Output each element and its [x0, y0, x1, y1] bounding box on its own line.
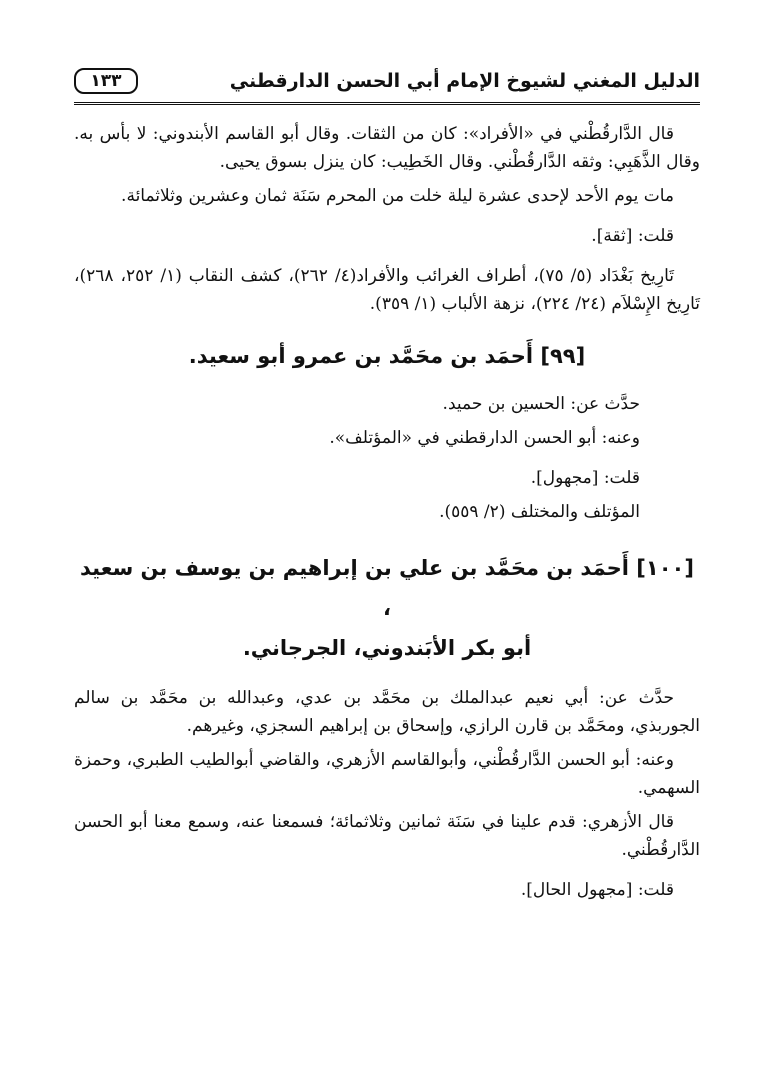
paragraph: حدَّث عن: الحسين بن حميد. [442, 394, 640, 414]
paragraph: وعنه: أبو الحسن الدَّارقُطْني، وأبوالقاسم الأزهري، والقاضي أبوالطيب الطبري، وحمزة السهمي. [74, 750, 700, 798]
entry-heading-line: [١٠٠] أَحمَد بن محَمَّد بن علي بن إبراهيم بن يوسف بن سعيد ، [80, 556, 694, 620]
page-header [74, 66, 700, 106]
verdict-line: قلت: [ثقة]. [591, 226, 674, 246]
page-body [74, 120, 700, 904]
verdict-line: قلت: [مجهول]. [530, 468, 640, 488]
entry-heading-100 [74, 548, 700, 668]
paragraph: مات يوم الأحد لإحدى عشرة ليلة خلت من المحرم سَنَة ثمان وعشرين وثلاثمائة. [121, 186, 674, 206]
header-divider [74, 102, 700, 105]
entry-heading-99: [٩٩] أَحمَد بن محَمَّد بن عمرو أبو سعيد. [188, 344, 586, 368]
paragraph: قال الدَّارقُطْني في «الأفراد»: كان من الثقات. وقال أبو القاسم الأبندوني: لا بأس به. وقال الذَّهَبِي: وثقه الدَّارقُطْني. وقال الخَطِيب: كان ينزل بسوق يحيى. [74, 124, 700, 172]
page-number: ١٣٣ [74, 68, 138, 94]
running-title: الدليل المغني لشيوخ الإمام أبي الحسن الدارقطني [229, 70, 700, 92]
paragraph: وعنه: أبو الحسن الدارقطني في «المؤتلف». [329, 428, 640, 448]
entry-heading-line: أبو بكر الأبَندوني، الجرجاني. [242, 636, 532, 660]
verdict-line: قلت: [مجهول الحال]. [520, 880, 674, 900]
paragraph: حدَّث عن: أبي نعيم عبدالملك بن محَمَّد بن عدي، وعبدالله بن محَمَّد بن سالم الجوربذي، ومحَمَّد بن قارن الرازي، وإسحاق بن إبراهيم السجزي، وغيرهم. [74, 688, 700, 736]
sources-paragraph: تَارِيخ بَغْدَاد (٥/ ٧٥)، أطراف الغرائب والأفراد(٤/ ٢٦٢)، كشف النقاب (١/ ٢٥٢، ٢٦٨)، تَارِيخ الإِسْلاَم (٢٤/ ٢٢٤)، نزهة الألباب (١/ ٣٥٩). [74, 266, 700, 314]
paragraph: قال الأزهري: قدم علينا في سَنَة ثمانين وثلاثمائة؛ فسمعنا عنه، وسمع معنا أبو الحسن الدَّارقُطْني. [74, 812, 700, 860]
sources-paragraph: المؤتلف والمختلف (٢/ ٥٥٩). [439, 502, 640, 522]
